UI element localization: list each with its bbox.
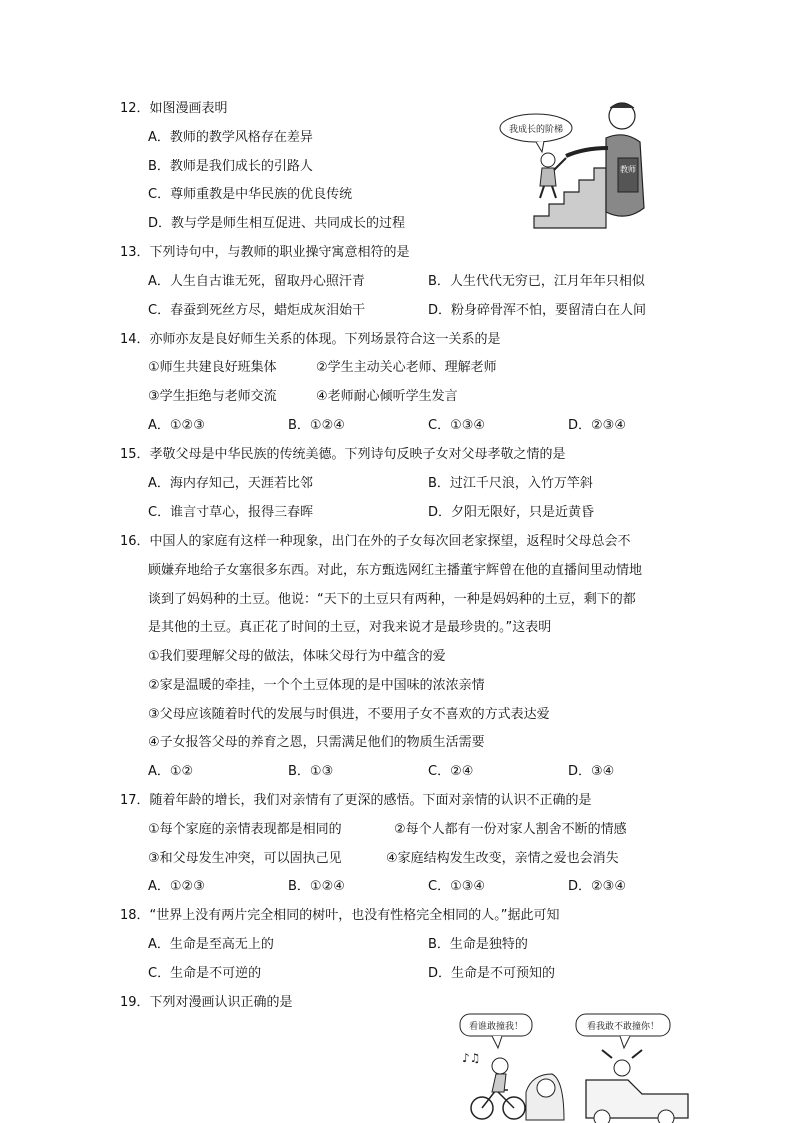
q12-option-d: D．教与学是师生相互促进、共同成长的过程	[148, 216, 406, 231]
q17-option-b: B．①②④	[288, 879, 345, 894]
cartoon-bubble-left: 看谁敢撞我！	[468, 1022, 524, 1032]
q16-statement-3: ③父母应该随着时代的发展与时俱进，不要用子女不喜欢的方式表达爱	[148, 707, 550, 722]
q18-option-a: A．生命是至高无上的	[148, 937, 274, 952]
q13-option-c: C．春蚕到死丝方尽，蜡炬成灰泪始干	[148, 303, 366, 318]
q12-option-a: A．教师的教学风格存在差异	[148, 130, 313, 145]
q14-option-b: B．①②④	[288, 418, 345, 433]
q16-statement-4: ④子女报答父母的养育之恩，只需满足他们的物质生活需要	[148, 735, 485, 750]
teacher-ladder-cartoon	[494, 98, 656, 230]
q15-stem: 15．孝敬父母是中华民族的传统美德。下列诗句反映子女对父母孝敬之情的是	[120, 447, 566, 462]
q12-option-c: C．尊师重教是中华民族的优良传统	[148, 187, 353, 202]
q16-stem-line-2: 顾嫌弃地给子女塞很多东西。对此，东方甄选网红主播董宇辉曾在他的直播间里动情地	[148, 563, 643, 578]
q14-statement-2: ②学生主动关心老师、理解老师	[316, 360, 497, 375]
q12-stem: 12．如图漫画表明	[120, 101, 228, 116]
q12-option-b: B．教师是我们成长的引路人	[148, 159, 313, 174]
q18-option-c: C．生命是不可逆的	[148, 966, 262, 981]
q16-option-d: D．③④	[568, 764, 615, 779]
q16-stem-line-1: 16．中国人的家庭有这样一种现象，出门在外的子女每次回老家探望，返程时父母总会不	[120, 534, 631, 549]
q19-stem: 19．下列对漫画认识正确的是	[120, 995, 293, 1010]
music-notes-icon: ♪♫	[462, 1051, 481, 1065]
cartoon-bubble-text: 我成长的阶梯	[508, 125, 564, 135]
q14-statement-4: ④老师耐心倾听学生发言	[316, 389, 458, 404]
q17-option-a: A．①②③	[148, 879, 205, 894]
q14-option-c: C．①③④	[428, 418, 486, 433]
cartoon-bubble-right: 看我敢不敢撞你！	[586, 1022, 660, 1032]
q18-option-d: D．生命是不可预知的	[428, 966, 556, 981]
q15-option-b: B．过江千尺浪，入竹万竿斜	[428, 476, 593, 491]
q16-option-a: A．①②	[148, 764, 194, 779]
q13-option-d: D．粉身碎骨浑不怕，要留清白在人间	[428, 303, 647, 318]
q16-statement-1: ①我们要理解父母的做法，体味父母行为中蕴含的爱	[148, 649, 446, 664]
q17-option-c: C．①③④	[428, 879, 486, 894]
q18-stem: 18．“世界上没有两片完全相同的树叶，也没有性格完全相同的人。”据此可知	[120, 908, 560, 923]
q17-option-d: D．②③④	[568, 879, 626, 894]
q15-option-a: A．海内存知己，天涯若比邻	[148, 476, 313, 491]
q15-option-d: D．夕阳无限好，只是近黄昏	[428, 505, 595, 520]
q17-statement-3: ③和父母发生冲突，可以固执己见	[148, 851, 342, 866]
traffic-cartoon	[452, 1010, 692, 1123]
q13-option-b: B．人生代代无穷已，江月年年只相似	[428, 274, 645, 289]
q13-stem: 13．下列诗句中，与教师的职业操守寓意相符的是	[120, 245, 410, 260]
q16-option-b: B．①③	[288, 764, 334, 779]
q17-statement-4: ④家庭结构发生改变，亲情之爱也会消失	[386, 851, 619, 866]
teacher-book-label: 教师	[620, 165, 636, 174]
q14-stem: 14．亦师亦友是良好师生关系的体现。下列场景符合这一关系的是	[120, 332, 501, 347]
q17-stem: 17．随着年龄的增长，我们对亲情有了更深的感悟。下面对亲情的认识不正确的是	[120, 793, 592, 808]
q14-statement-3: ③学生拒绝与老师交流	[148, 389, 277, 404]
q16-stem-line-4: 是其他的土豆。真正花了时间的土豆，对我来说才是最珍贵的。”这表明	[148, 620, 552, 635]
q14-option-a: A．①②③	[148, 418, 205, 433]
q16-stem-line-3: 谈到了妈妈种的土豆。他说：“天下的土豆只有两种，一种是妈妈种的土豆，剩下的都	[148, 592, 636, 607]
q18-option-b: B．生命是独特的	[428, 937, 528, 952]
q17-statement-1: ①每个家庭的亲情表现都是相同的	[148, 822, 342, 837]
q16-option-c: C．②④	[428, 764, 474, 779]
q15-option-c: C．谁言寸草心，报得三春晖	[148, 505, 314, 520]
q14-option-d: D．②③④	[568, 418, 626, 433]
q13-option-a: A．人生自古谁无死，留取丹心照汗青	[148, 274, 365, 289]
q16-statement-2: ②家是温暖的牵挂，一个个土豆体现的是中国味的浓浓亲情	[148, 678, 485, 693]
q14-statement-1: ①师生共建良好班集体	[148, 360, 277, 375]
q17-statement-2: ②每个人都有一份对家人割舍不断的情感	[394, 822, 627, 837]
